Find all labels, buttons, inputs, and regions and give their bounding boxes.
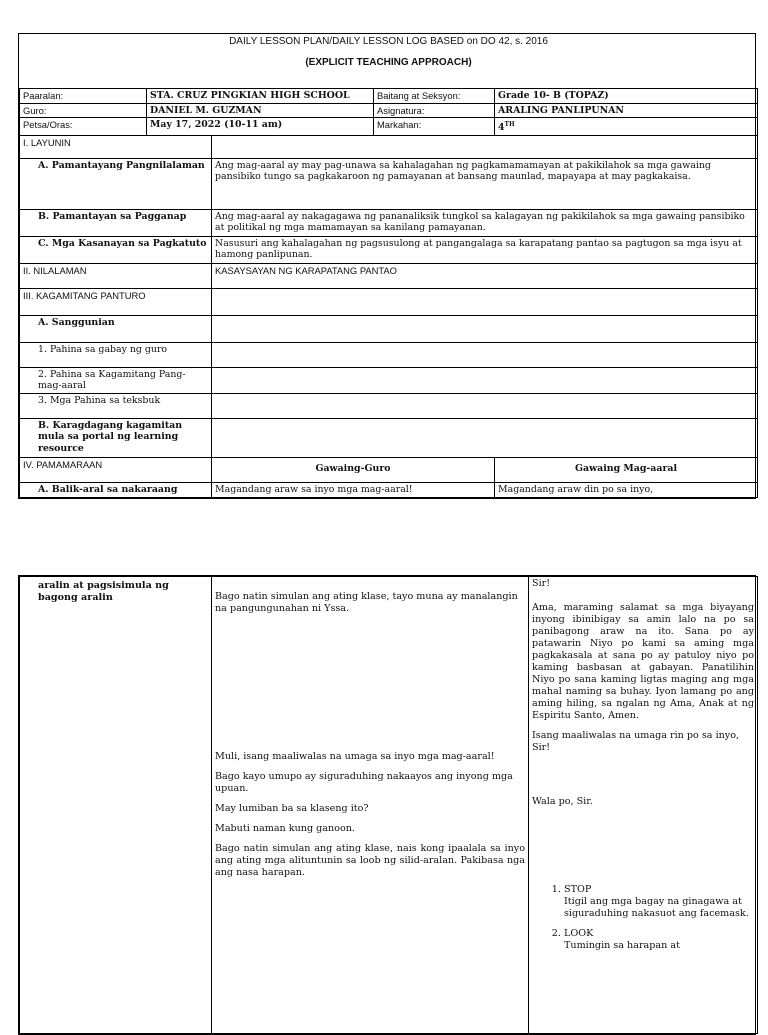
rule-stop-text: Itigil ang mga bagay na ginagawa at siguraduhing nakasuot ang facemask.: [564, 896, 749, 919]
rule-stop-title: 1. STOP: [564, 884, 592, 895]
guro-label: Guro:: [20, 103, 147, 118]
baitang-value: Grade 10- B (TOPAZ): [495, 89, 758, 104]
classroom-rules-list: [532, 884, 754, 952]
markahan-label: Markahan:: [374, 118, 495, 136]
section-layunin: I. LAYUNIN: [20, 135, 212, 158]
student-reply: Isang maaliwalas na umaga rin po sa inyo, Sir!: [532, 730, 740, 753]
lesson-plan-continuation-table: [19, 576, 758, 1034]
gawaing-guro-header: Gawaing-Guro: [212, 457, 495, 482]
markahan-suffix: TH: [504, 121, 515, 128]
reference-item-1: [20, 342, 212, 367]
kasanayan-label: C. Mga Kasanayan sa Pagkatuto: [20, 236, 212, 263]
paaralan-label: Paaralan:: [20, 89, 147, 104]
student-spacer-1: [532, 762, 754, 796]
reference-label-2: Pahina sa Kagamitang Pang-mag-aaral: [38, 368, 186, 392]
student-spacer-2: [532, 816, 754, 884]
pagganap-label: B. Pamantayan sa Pagganap: [20, 209, 212, 236]
reference-number-2: 2.: [38, 368, 47, 380]
lesson-plan-page-1: [18, 33, 756, 499]
rule-look-title: 2. LOOK: [564, 928, 594, 939]
petsa-label: Petsa/Oras:: [20, 118, 147, 136]
document-title: DAILY LESSON PLAN/DAILY LESSON LOG BASED on DO 42, s. 2016: [229, 36, 548, 47]
rule-look-text: Tumingin sa harapan at: [564, 940, 680, 951]
reference-label-1: Pahina sa gabay ng guro: [49, 343, 168, 355]
sanggunian-empty: [212, 315, 758, 342]
nilalaman-label: II. NILALAMAN: [20, 263, 212, 288]
sanggunian-label: A. Sanggunian: [20, 315, 212, 342]
rule-look: [564, 928, 754, 952]
layunin-empty: [212, 135, 758, 158]
asignatura-label: Asignatura:: [374, 103, 495, 118]
balik-aral-label: A. Balik-aral sa nakaraang: [20, 482, 212, 497]
lesson-plan-table: [19, 34, 758, 498]
reference-number-1: 1.: [38, 343, 47, 355]
student-absent: Wala po, Sir.: [532, 796, 593, 807]
reference-number-3: 3.: [38, 394, 47, 406]
guro-paragraph-3: Bago kayo umupo ay siguraduhing nakaayos ang inyong mga upuan.: [215, 771, 513, 794]
guro-paragraph-5: Mabuti naman kung ganoon.: [215, 823, 355, 834]
kagamitan-empty: [212, 288, 758, 315]
nilalaman-text: KASAYSAYAN NG KARAPATANG PANTAO: [212, 263, 758, 288]
student-greeting: Magandang araw din po sa inyo,: [495, 482, 758, 497]
student-activities: [529, 577, 758, 1034]
pamantayang-text: Ang mag-aaral ay may pag-unawa sa kahalagahan ng pagkamamamayan at pakikilahok sa mga gawaing pansibiko tungo sa pagkakaroon ng pamayanan at bansang maunlad, mapayapa at may pagkakaisa.: [212, 158, 758, 209]
reference-value-3: [212, 393, 758, 418]
markahan-number: 4: [498, 122, 505, 134]
asignatura-value: ARALING PANLIPUNAN: [495, 103, 758, 118]
reference-label-3: Mga Pahina sa teksbuk: [49, 394, 161, 406]
gawaing-magaaral-header: Gawaing Mag-aaral: [495, 457, 758, 482]
pagganap-text: Ang mag-aaral ay nakagagawa ng pananaliksik tungkol sa kalagayan ng pakikilahok sa mga gawaing pansibiko at politikal ng mga mamamayan sa kanilang pamayanan.: [212, 209, 758, 236]
paaralan-value: STA. CRUZ PINGKIAN HIGH SCHOOL: [147, 89, 374, 104]
kasanayan-text: Nasusuri ang kahalagahan ng pagsusulong at pangangalaga sa karapatang pantao sa pagtugon sa mga isyu at hamong panlipunan.: [212, 236, 758, 263]
guro-paragraph-4: May lumiban ba sa klaseng ito?: [215, 803, 369, 814]
reference-value-2: [212, 367, 758, 393]
guro-greeting: Magandang araw sa inyo mga mag-aaral!: [212, 482, 495, 497]
guro-value: DANIEL M. GUZMAN: [147, 103, 374, 118]
guro-paragraph-1: Bago natin simulan ang ating klase, tayo muna ay manalangin na pangungunahan ni Yssa.: [215, 591, 518, 614]
petsa-value: May 17, 2022 (10-11 am): [147, 118, 374, 136]
kagamitan-label: III. KAGAMITANG PANTURO: [20, 288, 212, 315]
pamamaraan-label: IV. PAMAMARAAN: [20, 457, 212, 482]
balik-aral-continuation: aralin at pagsisimula ng bagong aralin: [20, 577, 212, 1034]
guro-paragraph-2: Muli, isang maaliwalas na umaga sa inyo mga mag-aaral!: [215, 751, 495, 762]
rule-stop: [564, 884, 754, 920]
teaching-approach: (EXPLICIT TEACHING APPROACH): [305, 57, 472, 68]
baitang-label: Baitang at Seksyon:: [374, 89, 495, 104]
markahan-value: [495, 118, 758, 136]
guro-paragraph-6: Bago natin simulan ang ating klase, nais kong ipaalala sa inyo ang ating mga alituntunin sa loob ng silid-aralan. Pakibasa nga ang nasa harapan.: [215, 843, 525, 878]
reference-item-2: [20, 367, 212, 393]
reference-item-3: [20, 393, 212, 418]
student-sir: Sir!: [532, 578, 551, 589]
lesson-plan-page-2: [18, 575, 756, 1035]
student-prayer: Ama, maraming salamat sa mga biyayang inyong ibinibigay sa amin lalo na po sa panibagong araw na ito. Sana po ay patawarin Niyo po kami sa aming mga pagkakasala at sana po ay patuloy niyo po kaming basbasan at gabayan. Panatilihin Niyo po sana kaming ligtas maging ang mga mahal naming sa buhay. Iyon lamang po ang aming hiling, sa ngalan ng Ama, Anak at ng Espiritu Santo, Amen.: [532, 602, 754, 721]
reference-value-1: [212, 342, 758, 367]
guro-spacer: [215, 623, 525, 751]
pamantayang-label: A. Pamantayang Pangnilalaman: [20, 158, 212, 209]
guro-activities: [212, 577, 529, 1034]
karagdagang-empty: [212, 418, 758, 457]
karagdagang-label: B. Karagdagang kagamitan mula sa portal ng learning resource: [20, 418, 212, 457]
